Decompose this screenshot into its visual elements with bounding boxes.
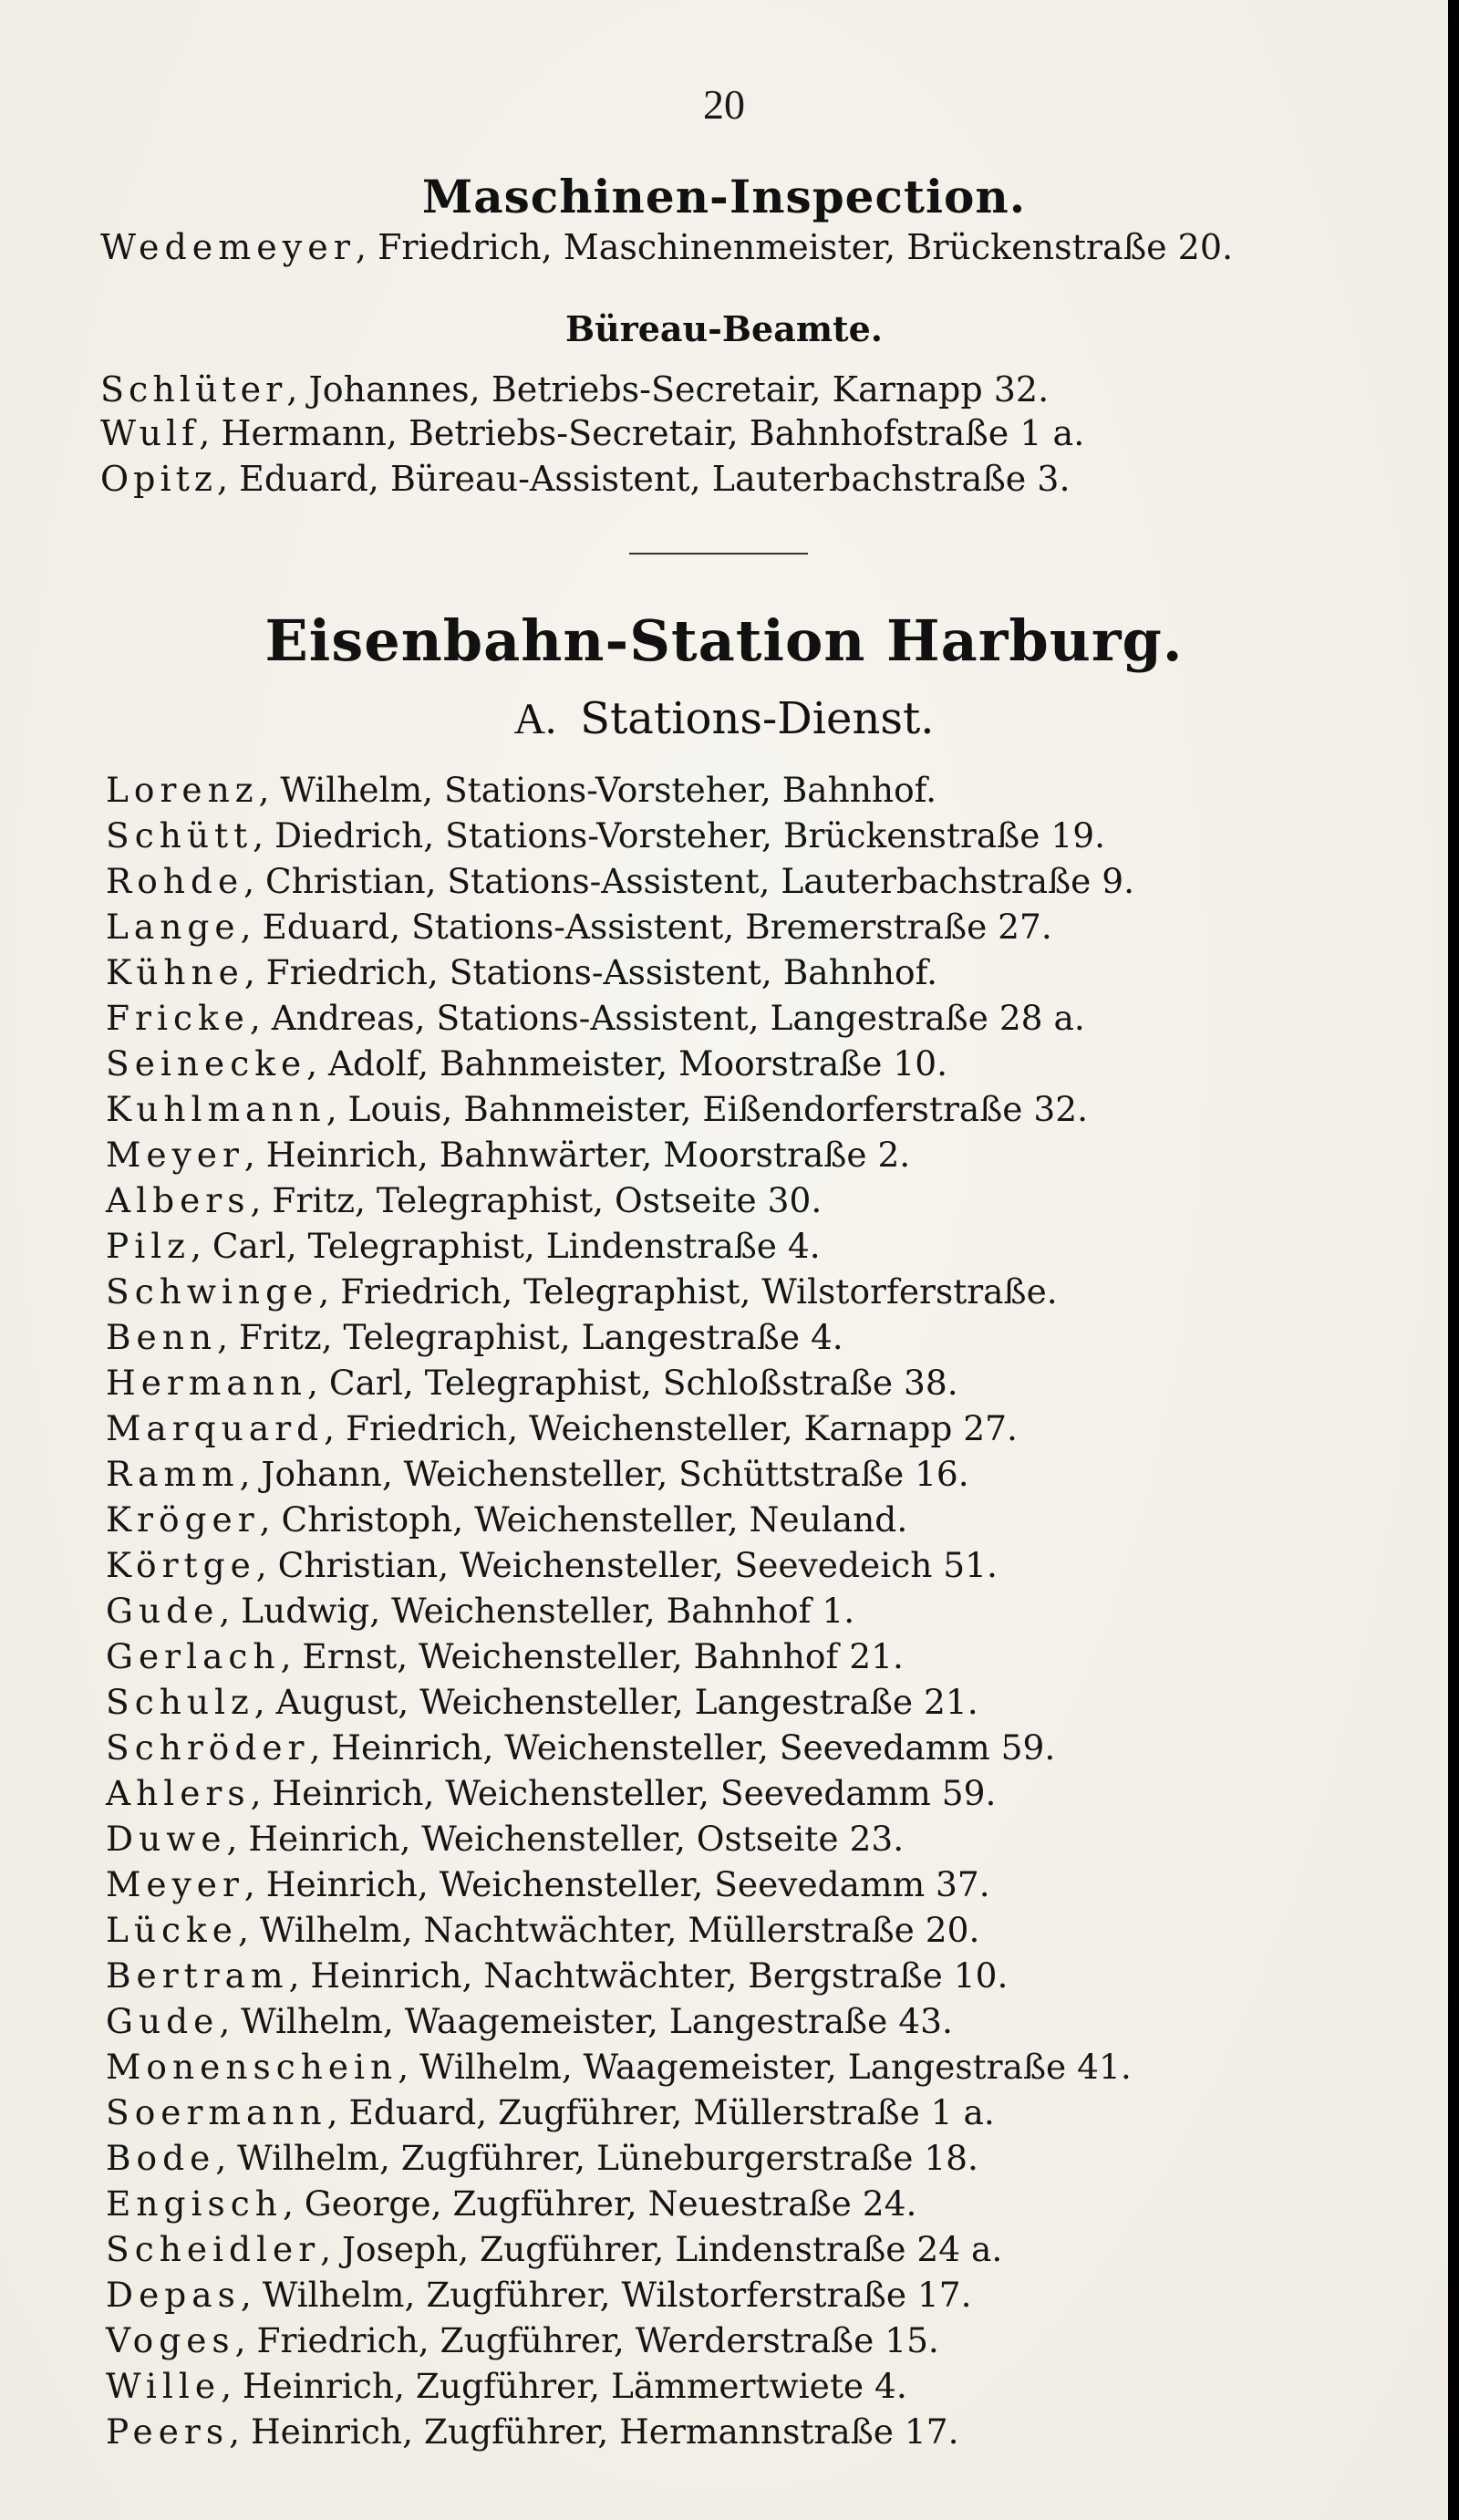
entry-details: , Eduard, Zugführer, Müllerstraße 1 a. xyxy=(326,2092,995,2132)
entry-row xyxy=(100,413,1085,453)
entry-details: , Johann, Weichensteller, Schüttstraße 16. xyxy=(239,1454,969,1494)
entry-details: , Heinrich, Weichensteller, Ostseite 23. xyxy=(226,1819,905,1859)
entry-row xyxy=(106,1727,1056,1768)
entry-details: , Adolf, Bahnmeister, Moorstraße 10. xyxy=(306,1043,948,1084)
entry-details: , Diedrich, Stations-Vorsteher, Brückenstraße 19. xyxy=(253,815,1105,856)
entry-row xyxy=(106,2001,953,2041)
entry-details: , Fritz, Telegraphist, Langestraße 4. xyxy=(217,1317,843,1357)
entry-surname: Depas xyxy=(106,2275,241,2315)
entry-surname: Bode xyxy=(106,2138,216,2178)
entry-surname: Gude xyxy=(106,1591,220,1631)
entry-row xyxy=(106,1454,969,1494)
entry-row xyxy=(106,998,1085,1038)
entry-details: , George, Zugführer, Neuestraße 24. xyxy=(282,2183,917,2224)
entry-row xyxy=(106,1864,990,1904)
entry-surname: Marquard xyxy=(106,1408,325,1448)
entry-row xyxy=(106,1089,1089,1129)
entry-details: , Eduard, Büreau-Assistent, Lauterbachstraße 3. xyxy=(216,459,1071,499)
entry-surname: Peers xyxy=(106,2411,230,2452)
entry-surname: Scheidler xyxy=(106,2229,321,2269)
entry-row xyxy=(106,1363,958,1403)
entry-surname: Körtge xyxy=(106,1545,256,1585)
entry-row xyxy=(106,815,1105,856)
entry-surname: Hermann xyxy=(106,1363,308,1403)
section-title-maschinen-inspection: Maschinen-Inspection. xyxy=(421,170,1027,223)
entry-details: , Hermann, Betriebs-Secretair, Bahnhofstraße 1 a. xyxy=(199,413,1085,453)
entry-row xyxy=(106,1955,1009,1996)
entry-surname: Monenschein xyxy=(106,2047,398,2087)
entry-row xyxy=(106,2047,1132,2087)
entry-row xyxy=(106,2411,959,2452)
entry-row xyxy=(106,1226,821,1266)
entry-surname: Ramm xyxy=(106,1454,240,1494)
entry-row xyxy=(106,1408,1018,1448)
entry-surname: Kühne xyxy=(106,952,244,992)
entry-details: , Heinrich, Bahnwärter, Moorstraße 2. xyxy=(243,1135,911,1175)
entry-row xyxy=(106,2229,1003,2269)
entry-surname: Ahlers xyxy=(106,1773,251,1813)
entry-surname: Schwinge xyxy=(106,1271,319,1312)
entry-details: , Wilhelm, Waagemeister, Langestraße 43. xyxy=(219,2001,953,2041)
subsection-label: Stations-Dienst. xyxy=(580,693,935,744)
entry-row xyxy=(106,1271,1058,1312)
entry-details: , Wilhelm, Nachtwächter, Müllerstraße 20. xyxy=(237,1910,980,1950)
entry-details: , Louis, Bahnmeister, Eißendorferstraße 32. xyxy=(326,1089,1089,1129)
entry-row xyxy=(106,1773,997,1813)
entry-details: , Christian, Stations-Assistent, Lauterbachstraße 9. xyxy=(243,861,1135,901)
entry-details: , Heinrich, Zugführer, Lämmertwiete 4. xyxy=(221,2366,907,2406)
subsection-letter: A. xyxy=(513,695,557,743)
entry-details: , Friedrich, Weichensteller, Karnapp 27. xyxy=(324,1408,1018,1448)
entry-details: , Wilhelm, Stations-Vorsteher, Bahnhof. xyxy=(258,770,937,810)
entry-details: , Heinrich, Zugführer, Hermannstraße 17. xyxy=(229,2411,959,2452)
entry-details: , Heinrich, Nachtwächter, Bergstraße 10. xyxy=(288,1955,1009,1996)
entry-surname: Voges xyxy=(106,2320,235,2360)
entry-surname: Albers xyxy=(106,1180,251,1220)
section-divider xyxy=(629,553,808,555)
entry-row xyxy=(106,2092,995,2132)
entry-row xyxy=(106,1682,978,1722)
entry-surname: Duwe xyxy=(106,1819,227,1859)
page-number: 20 xyxy=(703,81,745,128)
entry-details: , Wilhelm, Zugführer, Wilstorferstraße 17. xyxy=(240,2275,972,2315)
entry-surname: Lange xyxy=(106,907,241,947)
entry-details: , August, Weichensteller, Langestraße 21. xyxy=(254,1682,978,1722)
entry-surname: Lücke xyxy=(106,1910,238,1950)
entry-details: , Carl, Telegraphist, Schloßstraße 38. xyxy=(307,1363,958,1403)
entry-row xyxy=(106,770,937,810)
entry-details: , Heinrich, Weichensteller, Seevedamm 37. xyxy=(243,1864,990,1904)
entry-details: , Andreas, Stations-Assistent, Langestraße 28 a. xyxy=(249,998,1085,1038)
entry-row xyxy=(106,2366,907,2406)
entry-surname: Lorenz xyxy=(106,770,259,810)
entry-details: , Heinrich, Weichensteller, Seevedamm 59. xyxy=(250,1773,997,1813)
entry-row xyxy=(106,1499,908,1540)
entry-details: , Eduard, Stations-Assistent, Bremerstraße 27. xyxy=(240,907,1052,947)
entry-surname: Rohde xyxy=(106,861,244,901)
entry-row xyxy=(106,952,938,992)
entry-details: , Joseph, Zugführer, Lindenstraße 24 a. xyxy=(320,2229,1003,2269)
entry-details: , Friedrich, Zugführer, Werderstraße 15. xyxy=(234,2320,939,2360)
entry-surname: Benn xyxy=(106,1317,218,1357)
entry-row xyxy=(106,1591,855,1631)
entry-details: , Friedrich, Maschinenmeister, Brückenstraße 20. xyxy=(355,227,1234,267)
entry-surname: Wulf xyxy=(100,413,200,453)
entry-row xyxy=(106,2183,917,2224)
entry-surname: Schulz xyxy=(106,1682,254,1722)
entry-surname: Schütt xyxy=(106,815,254,856)
entry-details: , Carl, Telegraphist, Lindenstraße 4. xyxy=(190,1226,821,1266)
entry-details: , Friedrich, Stations-Assistent, Bahnhof. xyxy=(243,952,938,992)
entry-surname: Engisch xyxy=(106,2183,283,2224)
entry-surname: Fricke xyxy=(106,998,250,1038)
entry-surname: Gerlach xyxy=(106,1636,281,1676)
entry-surname: Soermann xyxy=(106,2092,327,2132)
entry-surname: Seinecke xyxy=(106,1043,307,1084)
entry-surname: Opitz xyxy=(100,459,217,499)
entry-surname: Wille xyxy=(106,2366,222,2406)
section-title-bureau-beamte: Büreau-Beamte. xyxy=(564,308,884,349)
entry-row xyxy=(106,1135,911,1175)
entry-surname: Kuhlmann xyxy=(106,1089,326,1129)
entry-surname: Meyer xyxy=(106,1864,244,1904)
entry-surname: Kröger xyxy=(106,1499,260,1540)
entry-details: , Wilhelm, Zugführer, Lüneburgerstraße 18. xyxy=(215,2138,978,2178)
entry-row xyxy=(106,1910,980,1950)
entry-details: , Friedrich, Telegraphist, Wilstorferstraße. xyxy=(318,1271,1058,1312)
entry-details: , Fritz, Telegraphist, Ostseite 30. xyxy=(250,1180,823,1220)
entry-row xyxy=(106,1545,998,1585)
entry-details: , Ludwig, Weichensteller, Bahnhof 1. xyxy=(219,1591,855,1631)
entry-surname: Pilz xyxy=(106,1226,191,1266)
entry-details: , Johannes, Betriebs-Secretair, Karnapp 32. xyxy=(286,369,1050,410)
entry-details: , Heinrich, Weichensteller, Seevedamm 59. xyxy=(309,1727,1056,1768)
entry-row xyxy=(106,2320,939,2360)
entry-row xyxy=(106,2275,972,2315)
entry-row xyxy=(106,1317,843,1357)
entry-row xyxy=(100,369,1050,410)
entry-surname: Bertram xyxy=(106,1955,289,1996)
entry-surname: Meyer xyxy=(106,1135,244,1175)
entry-details: , Christoph, Weichensteller, Neuland. xyxy=(259,1499,908,1540)
section-title-eisenbahn-station: Eisenbahn-Station Harburg. xyxy=(264,607,1184,674)
entry-surname: Schlüter xyxy=(100,369,287,410)
entry-row xyxy=(106,1043,948,1084)
entry-surname: Wedemeyer xyxy=(100,227,356,267)
entry-details: , Ernst, Weichensteller, Bahnhof 21. xyxy=(280,1636,904,1676)
entry-row xyxy=(106,2138,978,2178)
entry-row xyxy=(100,227,1234,267)
entry-row xyxy=(106,861,1135,901)
entry-details: , Christian, Weichensteller, Seevedeich 51. xyxy=(255,1545,998,1585)
entry-row xyxy=(106,1180,823,1220)
subsection-title-stations-dienst xyxy=(0,693,1448,744)
entry-row xyxy=(106,907,1052,947)
entry-row xyxy=(106,1636,904,1676)
entry-surname: Schröder xyxy=(106,1727,310,1768)
entry-surname: Gude xyxy=(106,2001,220,2041)
entry-row xyxy=(100,459,1071,499)
entry-row xyxy=(106,1819,905,1859)
entry-details: , Wilhelm, Waagemeister, Langestraße 41. xyxy=(398,2047,1132,2087)
